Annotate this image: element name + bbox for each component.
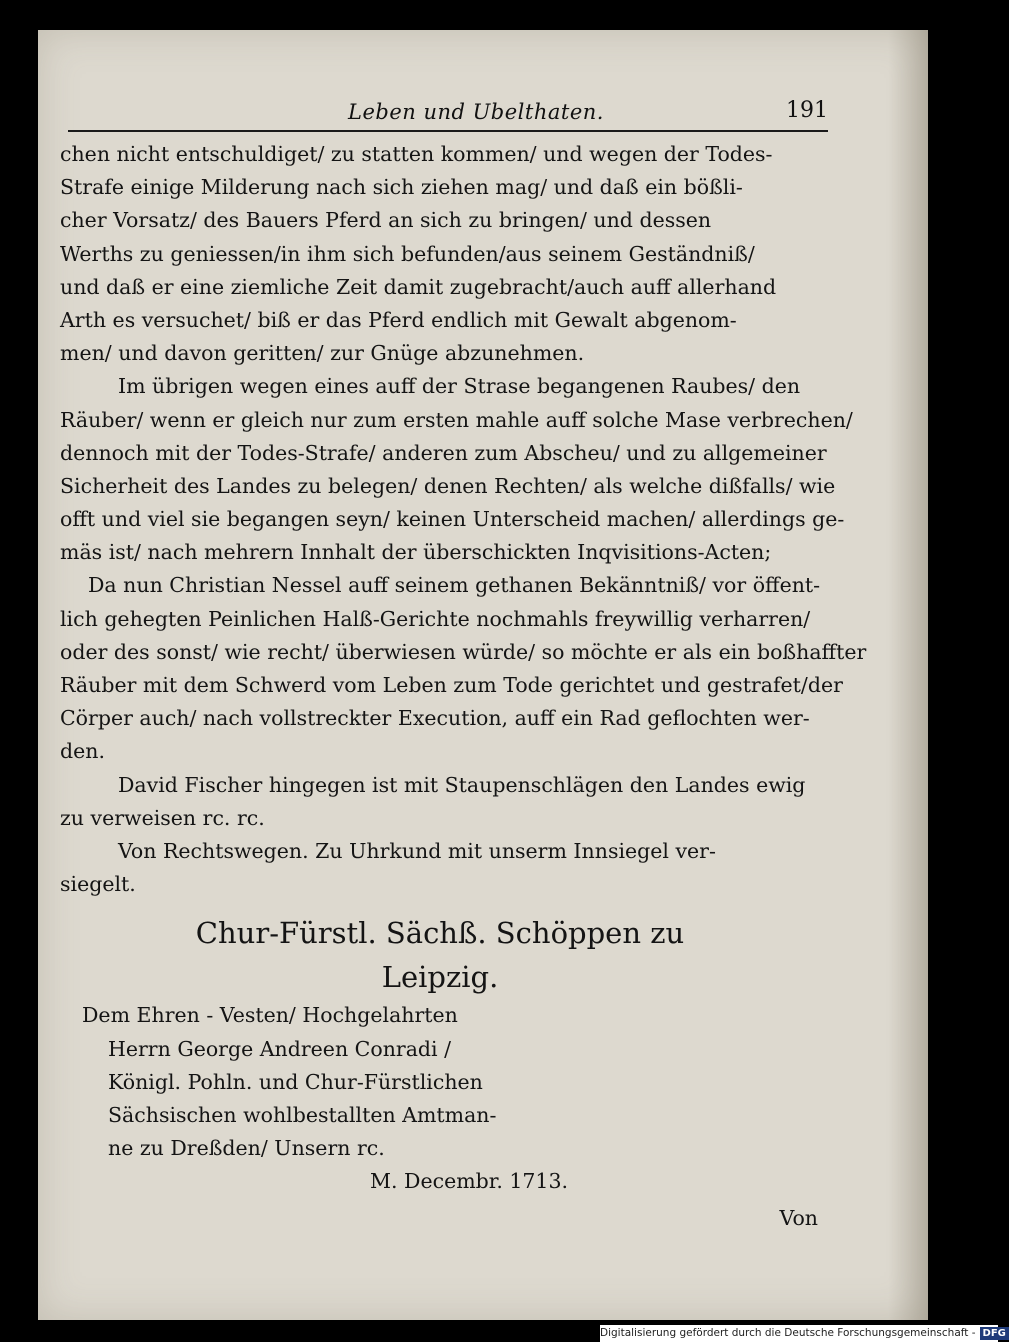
- document-date: M. Decembr. 1713.: [370, 1169, 569, 1194]
- text-line: oder des sonst/ wie recht/ überwiesen würde/ so möchte er als ein boßhaffter: [60, 639, 867, 664]
- text-line: lich gehegten Peinlichen Halß-Gerichte nochmahls freywillig verharren/: [60, 606, 811, 631]
- text-line: chen nicht entschuldiget/ zu statten kommen/ und wegen der Todes-: [60, 142, 773, 166]
- text-line: mäs ist/ nach mehrern Innhalt der überschickten Inqvisitions-Acten;: [60, 540, 772, 565]
- address-line: Sächsischen wohlbestallten Amtman-: [108, 1102, 497, 1127]
- text-line: offt und viel sie begangen seyn/ keinen Unterscheid machen/ allerdings ge-: [60, 507, 845, 532]
- text-line: dennoch mit der Todes-Strafe/ anderen zum Abscheu/ und zu allgemeiner: [60, 440, 827, 465]
- text-line: Cörper auch/ nach vollstreckter Execution, auff ein Rad geflochten wer-: [60, 706, 810, 731]
- text-line: Sicherheit des Landes zu belegen/ denen Rechten/ als welche dißfalls/ wie: [60, 473, 836, 498]
- address-line: Dem Ehren - Vesten/ Hochgelahrten: [82, 1003, 458, 1028]
- address-line: Königl. Pohln. und Chur-Fürstlichen: [108, 1069, 483, 1094]
- footer-text: Digitalisierung gefördert durch die Deutsche Forschungsgemeinschaft -: [600, 1327, 976, 1339]
- digitization-footer: [600, 1325, 1006, 1342]
- signature-place: Leipzig.: [381, 960, 499, 995]
- text-line: men/ und davon geritten/ zur Gnüge abzunehmen.: [60, 341, 585, 366]
- page-edge-shadow: [888, 30, 928, 1320]
- running-title: Leben und Ubelthaten.: [348, 100, 604, 124]
- text-line: und daß er eine ziemliche Zeit damit zugebracht/auch auff allerhand: [60, 274, 777, 299]
- text-line: Im übrigen wegen eines auff der Strase begangenen Raubes/ den: [118, 374, 801, 399]
- catchword: Von: [779, 1206, 818, 1231]
- text-line: Werths zu geniessen/in ihm sich befunden/aus seinem Geständniß/: [60, 241, 755, 266]
- book-page: [38, 30, 928, 1320]
- text-line: Von Rechtswegen. Zu Uhrkund mit unserm Innsiegel ver-: [118, 838, 716, 863]
- signature-line: Chur-Fürstl. Sächß. Schöppen zu: [195, 916, 685, 951]
- page-header: [68, 98, 828, 132]
- page-number: 191: [786, 98, 828, 123]
- text-line: cher Vorsatz/ des Bauers Pferd an sich zu bringen/ und dessen: [60, 208, 712, 233]
- address-line: ne zu Dreßden/ Unsern rc.: [108, 1136, 385, 1161]
- address-line: Herrn George Andreen Conradi /: [108, 1036, 452, 1061]
- text-line: Strafe einige Milderung nach sich ziehen mag/ und daß ein bößli-: [60, 175, 743, 200]
- text-line: Räuber mit dem Schwerd vom Leben zum Tode gerichtet und gestrafet/der: [60, 673, 843, 697]
- text-line: David Fischer hingegen ist mit Staupenschlägen den Landes ewig: [118, 772, 806, 797]
- text-line: Da nun Christian Nessel auff seinem gethanen Bekänntniß/ vor öffent-: [88, 573, 821, 598]
- text-line: den.: [60, 739, 105, 764]
- text-line: Räuber/ wenn er gleich nur zum ersten mahle auff solche Mase verbrechen/: [60, 407, 853, 432]
- text-line: siegelt.: [60, 872, 136, 897]
- text-line: zu verweisen rc. rc.: [60, 805, 265, 830]
- text-line: Arth es versuchet/ biß er das Pferd endlich mit Gewalt abgenom-: [60, 307, 737, 332]
- dfg-logo: DFG: [980, 1327, 1009, 1340]
- page-body: [60, 138, 867, 1236]
